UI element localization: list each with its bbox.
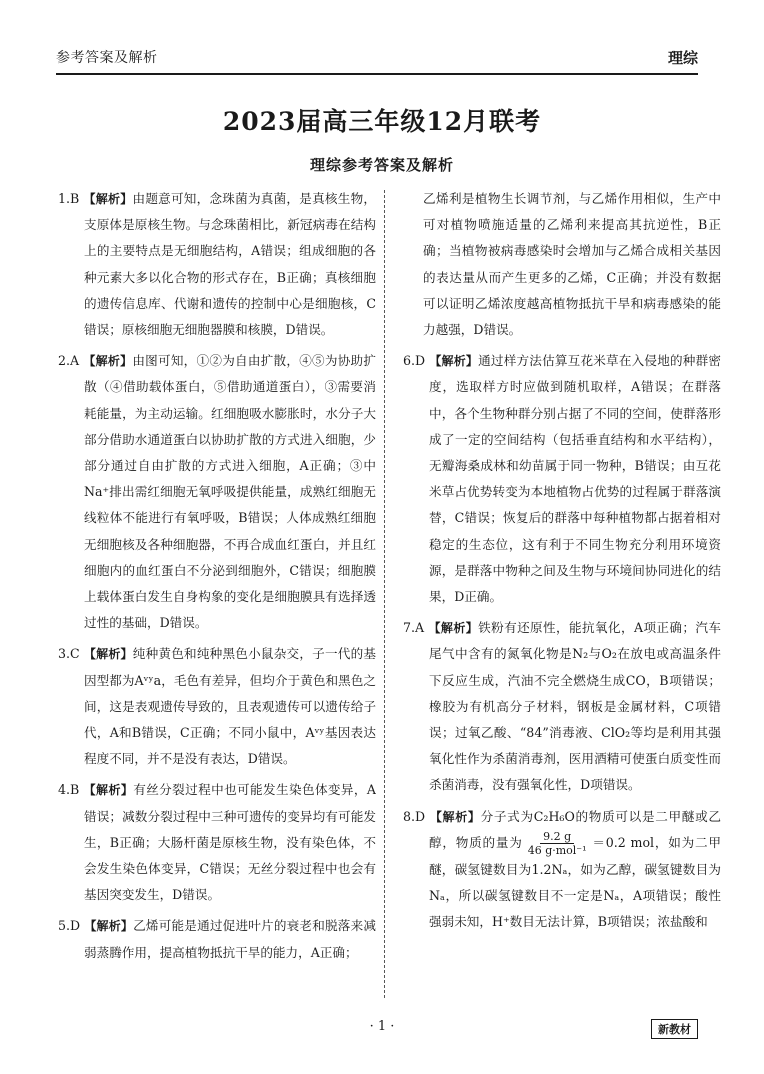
question-number: 1.B [58, 191, 80, 206]
header-rule [56, 73, 698, 75]
answer-text: 由图可知，①②为自由扩散，④⑤为协助扩散（④借助载体蛋白，⑤借助通道蛋白），③需要消耗能量，为主动运输。红细胞吸水膨胀时，水分子大部分借助水通道蛋白以协助扩散的方式进入细胞，少部分通过自由扩散的方式进入细胞，A正确；③中Na⁺排出需红细胞无氧呼吸提供能量，成熟红细胞无线粒体不能进行有氧呼吸，B错误；人体成熟红细胞无细胞核及各种细胞器，不再合成血红蛋白，并且红细胞内的血红蛋白不分泌到细胞外，C错误；细胞膜上载体蛋白发生自身构象的变化是细胞膜具有选择透过性的基础，D错误。 [84, 353, 376, 631]
right-column [403, 186, 721, 1006]
answer-text: 有丝分裂过程中也可能发生染色体变异，A错误；减数分裂过程中三种可遗传的变异均有可能发生，B正确；大肠杆菌是原核生物，没有染色体，不会发生染色体变异，C错误；无丝分裂过程中也会有基因突变发生，D错误。 [84, 782, 376, 903]
analysis-tag: 【解析】 [83, 354, 133, 369]
answer-text: 铁粉有还原性，能抗氧化，A项正确；汽车尾气中含有的氮氧化物是N₂与O₂在放电或高温条件下反应生成，汽油不完全燃烧生成CO，B项错误；橡胶为有机高分子材料，钢板是金属材料，C项错误；过氧乙酸、“84”消毒液、ClO₂等均是利用其强氧化性作为杀菌消毒剂，医用酒精可使蛋白质变性而杀菌消毒，没有强氧化性，D项错误。 [429, 620, 721, 793]
analysis-tag: 【解析】 [429, 354, 479, 369]
analysis-tag: 【解析】 [428, 621, 479, 636]
answer-text: 乙烯可能是通过促进叶片的衰老和脱落来减弱蒸腾作用，提高植物抵抗干旱的能力，A正确； [84, 918, 376, 960]
question-5 [58, 913, 376, 965]
analysis-tag: 【解析】 [83, 647, 133, 662]
answer-text: 分子式为C₂H₆O的物质可以是二甲醚或乙醇，物质的量为 [429, 808, 721, 850]
question-number: 3.C [58, 646, 80, 662]
analysis-tag: 【解析】 [84, 919, 134, 934]
answer-text: 通过样方法估算互花米草在入侵地的种群密度，选取样方时应做到随机取样，A错误；在群落中，各个生物种群分别占据了不同的空间，使群落形成了一定的空间结构（包括垂直结构和水平结构），无瓣海桑成林和幼苗属于同一物种，B错误；由互花米草占优势转变为本地植物占优势的过程属于群落演替，C错误；恢复后的群落中每种植物都占据着相对稳定的生态位，这有利于不同生物充分利用环境资源，是群落中物种之间及生物与环境间协同进化的结果，D正确。 [429, 353, 721, 605]
fraction [525, 830, 590, 857]
question-5-continued: 乙烯利是植物生长调节剂，与乙烯作用相似，生产中可对植物喷施适量的乙烯利来提高其抗逆性，B正确；当植物被病毒感染时会增加与乙烯合成相关基因的表达量从而产生更多的乙烯，C正确；并没有数据可以证明乙烯浓度越高植物抵抗干旱和病毒感染的能力越强，D错误。 [423, 191, 721, 338]
question-number: 8.D [403, 808, 426, 824]
question-2 [58, 348, 376, 636]
page-subtitle: 理综参考答案及解析 [309, 156, 454, 174]
question-number: 2.A [58, 353, 80, 369]
page-title: 2023届高三年级12月联考 [222, 107, 542, 136]
left-column [58, 186, 376, 1006]
question-number: 6.D [403, 353, 426, 369]
column-divider [384, 190, 385, 998]
question-6 [403, 348, 721, 610]
answer-text: 由题意可知，念珠菌为真菌，是真核生物，支原体是原核生物。与念珠菌相比，新冠病毒在结构上的主要特点是无细胞结构，A错误；组成细胞的各种元素大多以化合物的形式存在，B正确；真核细胞的遗传信息库、代谢和遗传的控制中心是细胞核，C错误；原核细胞无细胞器膜和核膜，D错误。 [84, 191, 376, 338]
question-number: 7.A [403, 620, 425, 636]
question-7 [403, 615, 721, 798]
analysis-tag: 【解析】 [83, 783, 134, 798]
question-number: 4.B [58, 782, 80, 798]
analysis-tag: 【解析】 [429, 809, 481, 824]
edition-badge: 新教材 [651, 1019, 698, 1039]
fraction-numerator: 9.2 g [540, 830, 574, 844]
question-4 [58, 777, 376, 908]
header-subject: 理综 [667, 49, 698, 67]
question-1 [58, 186, 376, 343]
answer-text: ＝0.2 mol，如为二甲醚，碳氢键数目为1.2Nₐ，如为乙醇，碳氢键数目为Nₐ，所以碳氢键数目不一定是Nₐ，A项错误；酸性强弱未知，H⁺数目无法计算，B项错误；浓盐酸和 [429, 834, 721, 930]
analysis-tag: 【解析】 [83, 192, 133, 206]
question-8 [403, 804, 721, 936]
page-number: · 1 · [369, 1019, 395, 1034]
question-number: 5.D [58, 918, 81, 934]
question-3 [58, 641, 376, 772]
header-left-title: 参考答案及解析 [56, 50, 158, 66]
answer-text: 纯种黄色和纯种黑色小鼠杂交，子一代的基因型都为Aᵛʸa，毛色有差异，但均介于黄色和黑色之间，这是表观遗传导致的，且表观遗传可以遗传给子代，A和B错误，C正确；不同小鼠中，Aᵛʸ基因表达程度不同，并不是没有表达，D错误。 [84, 646, 376, 767]
fraction-denominator: 46 g·mol⁻¹ [527, 843, 587, 857]
